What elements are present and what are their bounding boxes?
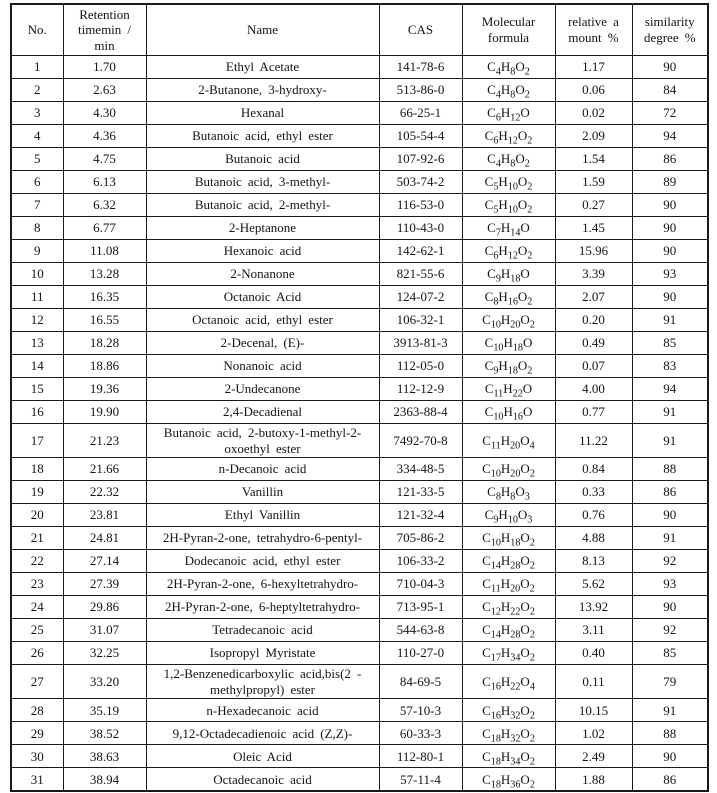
cell-name: n-Hexadecanoic acid bbox=[146, 699, 379, 722]
cell-formula: $C_7H_{14}O$ bbox=[462, 217, 555, 240]
cell-similarity: 93 bbox=[632, 263, 708, 286]
cell-no: 6 bbox=[11, 171, 63, 194]
table-row bbox=[11, 355, 708, 378]
cell-name: Nonanoic acid bbox=[146, 355, 379, 378]
cell-relative-amount: 2.07 bbox=[555, 286, 632, 309]
cell-name: Hexanal bbox=[146, 102, 379, 125]
cell-relative-amount: 5.62 bbox=[555, 573, 632, 596]
cell-relative-amount: 0.40 bbox=[555, 642, 632, 665]
cell-formula: $C_{17}H_{34}O_2$ bbox=[462, 642, 555, 665]
cell-cas: 503-74-2 bbox=[379, 171, 462, 194]
cell-relative-amount: 1.59 bbox=[555, 171, 632, 194]
cell-similarity: 83 bbox=[632, 355, 708, 378]
column-header-no: No. bbox=[11, 4, 63, 56]
cell-no: 24 bbox=[11, 596, 63, 619]
cell-similarity: 90 bbox=[632, 596, 708, 619]
cell-retention-time: 13.28 bbox=[63, 263, 146, 286]
table-row bbox=[11, 401, 708, 424]
cell-cas: 66-25-1 bbox=[379, 102, 462, 125]
table-row bbox=[11, 240, 708, 263]
cell-similarity: 86 bbox=[632, 768, 708, 792]
cell-cas: 513-86-0 bbox=[379, 79, 462, 102]
table-row bbox=[11, 573, 708, 596]
cell-no: 4 bbox=[11, 125, 63, 148]
cell-cas: 84-69-5 bbox=[379, 665, 462, 699]
cell-no: 15 bbox=[11, 378, 63, 401]
table-row bbox=[11, 665, 708, 699]
cell-no: 29 bbox=[11, 722, 63, 745]
cell-no: 20 bbox=[11, 504, 63, 527]
cell-name: 2-Butanone, 3-hydroxy- bbox=[146, 79, 379, 102]
cell-relative-amount: 0.76 bbox=[555, 504, 632, 527]
cell-relative-amount: 0.84 bbox=[555, 458, 632, 481]
cell-retention-time: 24.81 bbox=[63, 527, 146, 550]
cell-retention-time: 18.86 bbox=[63, 355, 146, 378]
cell-formula: $C_9H_{10}O_3$ bbox=[462, 504, 555, 527]
cell-name: Isopropyl Myristate bbox=[146, 642, 379, 665]
cell-relative-amount: 0.11 bbox=[555, 665, 632, 699]
cell-similarity: 88 bbox=[632, 722, 708, 745]
cell-retention-time: 6.77 bbox=[63, 217, 146, 240]
table-row bbox=[11, 286, 708, 309]
cell-similarity: 88 bbox=[632, 458, 708, 481]
cell-relative-amount: 1.88 bbox=[555, 768, 632, 792]
cell-similarity: 72 bbox=[632, 102, 708, 125]
cell-relative-amount: 13.92 bbox=[555, 596, 632, 619]
table-row bbox=[11, 332, 708, 355]
cell-formula: $C_{10}H_{16}O$ bbox=[462, 401, 555, 424]
table-header-row bbox=[11, 4, 708, 56]
cell-no: 19 bbox=[11, 481, 63, 504]
cell-relative-amount: 8.13 bbox=[555, 550, 632, 573]
cell-name: 2-Nonanone bbox=[146, 263, 379, 286]
cell-retention-time: 38.94 bbox=[63, 768, 146, 792]
cell-relative-amount: 3.39 bbox=[555, 263, 632, 286]
cell-formula: $C_6H_{12}O$ bbox=[462, 102, 555, 125]
cell-name: 2-Heptanone bbox=[146, 217, 379, 240]
cell-retention-time: 2.63 bbox=[63, 79, 146, 102]
cell-name: Octanoic acid, ethyl ester bbox=[146, 309, 379, 332]
cell-retention-time: 16.35 bbox=[63, 286, 146, 309]
cell-formula: $C_9H_{18}O_2$ bbox=[462, 355, 555, 378]
cell-formula: $C_{10}H_{20}O_2$ bbox=[462, 458, 555, 481]
table-row bbox=[11, 642, 708, 665]
cell-cas: 112-80-1 bbox=[379, 745, 462, 768]
cell-formula: $C_4H_8O_2$ bbox=[462, 79, 555, 102]
cell-no: 11 bbox=[11, 286, 63, 309]
cell-retention-time: 19.36 bbox=[63, 378, 146, 401]
cell-retention-time: 27.39 bbox=[63, 573, 146, 596]
cell-formula: $C_{14}H_{28}O_2$ bbox=[462, 550, 555, 573]
cell-similarity: 85 bbox=[632, 332, 708, 355]
cell-similarity: 91 bbox=[632, 424, 708, 458]
cell-similarity: 94 bbox=[632, 125, 708, 148]
table-row bbox=[11, 194, 708, 217]
table-row bbox=[11, 309, 708, 332]
cell-similarity: 94 bbox=[632, 378, 708, 401]
cell-cas: 110-43-0 bbox=[379, 217, 462, 240]
cell-cas: 713-95-1 bbox=[379, 596, 462, 619]
cell-no: 28 bbox=[11, 699, 63, 722]
cell-name: 2H-Pyran-2-one, 6-hexyltetrahydro- bbox=[146, 573, 379, 596]
cell-similarity: 79 bbox=[632, 665, 708, 699]
cell-formula: $C_{10}H_{18}O$ bbox=[462, 332, 555, 355]
cell-name: 2-Decenal, (E)- bbox=[146, 332, 379, 355]
cell-similarity: 90 bbox=[632, 194, 708, 217]
cell-formula: $C_{11}H_{20}O_2$ bbox=[462, 573, 555, 596]
cell-name: Vanillin bbox=[146, 481, 379, 504]
cell-relative-amount: 0.06 bbox=[555, 79, 632, 102]
cell-retention-time: 6.32 bbox=[63, 194, 146, 217]
cell-no: 25 bbox=[11, 619, 63, 642]
cell-cas: 106-32-1 bbox=[379, 309, 462, 332]
cell-formula: $C_5H_{10}O_2$ bbox=[462, 171, 555, 194]
cell-similarity: 91 bbox=[632, 527, 708, 550]
cell-name: 2H-Pyran-2-one, tetrahydro-6-pentyl- bbox=[146, 527, 379, 550]
cell-cas: 821-55-6 bbox=[379, 263, 462, 286]
cell-formula: $C_4H_8O_2$ bbox=[462, 148, 555, 171]
table-row bbox=[11, 596, 708, 619]
table-row bbox=[11, 745, 708, 768]
cell-similarity: 91 bbox=[632, 309, 708, 332]
cell-name: Butanoic acid bbox=[146, 148, 379, 171]
cell-no: 21 bbox=[11, 527, 63, 550]
cell-formula: $C_{11}H_{22}O$ bbox=[462, 378, 555, 401]
column-header-similarity: similarity degree % bbox=[632, 4, 708, 56]
cell-retention-time: 22.32 bbox=[63, 481, 146, 504]
cell-name: 1,2-Benzenedicarboxylic acid,bis(2 -methylpropyl) ester bbox=[146, 665, 379, 699]
cell-formula: $C_{16}H_{32}O_2$ bbox=[462, 699, 555, 722]
cell-no: 3 bbox=[11, 102, 63, 125]
cell-formula: $C_{10}H_{18}O_2$ bbox=[462, 527, 555, 550]
cell-formula: $C_6H_{12}O_2$ bbox=[462, 125, 555, 148]
cell-retention-time: 4.75 bbox=[63, 148, 146, 171]
cell-relative-amount: 0.02 bbox=[555, 102, 632, 125]
table-header bbox=[11, 4, 708, 56]
cell-formula: $C_{14}H_{28}O_2$ bbox=[462, 619, 555, 642]
cell-cas: 107-92-6 bbox=[379, 148, 462, 171]
table-row bbox=[11, 217, 708, 240]
cell-cas: 334-48-5 bbox=[379, 458, 462, 481]
cell-retention-time: 29.86 bbox=[63, 596, 146, 619]
cell-name: 2H-Pyran-2-one, 6-heptyltetrahydro- bbox=[146, 596, 379, 619]
cell-cas: 112-05-0 bbox=[379, 355, 462, 378]
table-body bbox=[11, 56, 708, 792]
cell-relative-amount: 0.33 bbox=[555, 481, 632, 504]
cell-relative-amount: 4.00 bbox=[555, 378, 632, 401]
cell-retention-time: 21.66 bbox=[63, 458, 146, 481]
cell-cas: 112-12-9 bbox=[379, 378, 462, 401]
table-row bbox=[11, 722, 708, 745]
cell-similarity: 84 bbox=[632, 79, 708, 102]
table-row bbox=[11, 263, 708, 286]
cell-name: Dodecanoic acid, ethyl ester bbox=[146, 550, 379, 573]
cell-retention-time: 18.28 bbox=[63, 332, 146, 355]
cell-no: 22 bbox=[11, 550, 63, 573]
cell-no: 2 bbox=[11, 79, 63, 102]
cell-formula: $C_{18}H_{36}O_2$ bbox=[462, 768, 555, 792]
cell-retention-time: 23.81 bbox=[63, 504, 146, 527]
table-row bbox=[11, 550, 708, 573]
cell-name: Butanoic acid, 2-butoxy-1-methyl-2-oxoethyl ester bbox=[146, 424, 379, 458]
cell-relative-amount: 4.88 bbox=[555, 527, 632, 550]
cell-no: 5 bbox=[11, 148, 63, 171]
cell-retention-time: 11.08 bbox=[63, 240, 146, 263]
cell-retention-time: 4.36 bbox=[63, 125, 146, 148]
cell-cas: 106-33-2 bbox=[379, 550, 462, 573]
cell-cas: 142-62-1 bbox=[379, 240, 462, 263]
table-row bbox=[11, 56, 708, 79]
cell-relative-amount: 0.20 bbox=[555, 309, 632, 332]
cell-similarity: 90 bbox=[632, 286, 708, 309]
cell-name: Butanoic acid, ethyl ester bbox=[146, 125, 379, 148]
cell-similarity: 92 bbox=[632, 619, 708, 642]
table-row bbox=[11, 504, 708, 527]
cell-name: Butanoic acid, 3-methyl- bbox=[146, 171, 379, 194]
cell-cas: 141-78-6 bbox=[379, 56, 462, 79]
cell-name: Butanoic acid, 2-methyl- bbox=[146, 194, 379, 217]
cell-formula: $C_4H_8O_2$ bbox=[462, 56, 555, 79]
table-row bbox=[11, 148, 708, 171]
cell-similarity: 90 bbox=[632, 56, 708, 79]
cell-no: 27 bbox=[11, 665, 63, 699]
cell-formula: $C_8H_{16}O_2$ bbox=[462, 286, 555, 309]
table-row bbox=[11, 102, 708, 125]
cell-no: 30 bbox=[11, 745, 63, 768]
cell-formula: $C_{16}H_{22}O_4$ bbox=[462, 665, 555, 699]
cell-no: 26 bbox=[11, 642, 63, 665]
cell-relative-amount: 1.54 bbox=[555, 148, 632, 171]
cell-name: Hexanoic acid bbox=[146, 240, 379, 263]
cell-relative-amount: 0.49 bbox=[555, 332, 632, 355]
cell-no: 1 bbox=[11, 56, 63, 79]
cell-formula: $C_{18}H_{32}O_2$ bbox=[462, 722, 555, 745]
cell-formula: $C_{18}H_{34}O_2$ bbox=[462, 745, 555, 768]
cell-no: 18 bbox=[11, 458, 63, 481]
cell-no: 23 bbox=[11, 573, 63, 596]
cell-relative-amount: 15.96 bbox=[555, 240, 632, 263]
cell-retention-time: 6.13 bbox=[63, 171, 146, 194]
cell-cas: 105-54-4 bbox=[379, 125, 462, 148]
cell-retention-time: 35.19 bbox=[63, 699, 146, 722]
cell-relative-amount: 2.49 bbox=[555, 745, 632, 768]
cell-similarity: 85 bbox=[632, 642, 708, 665]
cell-retention-time: 21.23 bbox=[63, 424, 146, 458]
cell-retention-time: 32.25 bbox=[63, 642, 146, 665]
cell-name: n-Decanoic acid bbox=[146, 458, 379, 481]
cell-cas: 544-63-8 bbox=[379, 619, 462, 642]
cell-relative-amount: 1.45 bbox=[555, 217, 632, 240]
cell-name: 9,12-Octadecadienoic acid (Z,Z)- bbox=[146, 722, 379, 745]
cell-relative-amount: 1.02 bbox=[555, 722, 632, 745]
column-header-formula: Molecular formula bbox=[462, 4, 555, 56]
cell-cas: 121-33-5 bbox=[379, 481, 462, 504]
table-row bbox=[11, 527, 708, 550]
cell-formula: $C_{12}H_{22}O_2$ bbox=[462, 596, 555, 619]
cell-relative-amount: 0.77 bbox=[555, 401, 632, 424]
cell-cas: 3913-81-3 bbox=[379, 332, 462, 355]
cell-no: 9 bbox=[11, 240, 63, 263]
cell-cas: 110-27-0 bbox=[379, 642, 462, 665]
cell-name: Octadecanoic acid bbox=[146, 768, 379, 792]
cell-no: 17 bbox=[11, 424, 63, 458]
cell-no: 31 bbox=[11, 768, 63, 792]
cell-no: 10 bbox=[11, 263, 63, 286]
cell-formula: $C_{11}H_{20}O_4$ bbox=[462, 424, 555, 458]
cell-relative-amount: 10.15 bbox=[555, 699, 632, 722]
table-row bbox=[11, 481, 708, 504]
cell-similarity: 91 bbox=[632, 401, 708, 424]
cell-no: 14 bbox=[11, 355, 63, 378]
cell-similarity: 90 bbox=[632, 504, 708, 527]
cell-similarity: 91 bbox=[632, 699, 708, 722]
cell-similarity: 90 bbox=[632, 240, 708, 263]
table-row bbox=[11, 171, 708, 194]
cell-cas: 57-11-4 bbox=[379, 768, 462, 792]
cell-retention-time: 16.55 bbox=[63, 309, 146, 332]
table-row bbox=[11, 619, 708, 642]
cell-no: 8 bbox=[11, 217, 63, 240]
cell-similarity: 90 bbox=[632, 745, 708, 768]
column-header-cas: CAS bbox=[379, 4, 462, 56]
cell-similarity: 86 bbox=[632, 148, 708, 171]
cell-no: 12 bbox=[11, 309, 63, 332]
cell-cas: 124-07-2 bbox=[379, 286, 462, 309]
cell-no: 13 bbox=[11, 332, 63, 355]
cell-formula: $C_8H_8O_3$ bbox=[462, 481, 555, 504]
cell-cas: 57-10-3 bbox=[379, 699, 462, 722]
cell-cas: 116-53-0 bbox=[379, 194, 462, 217]
cell-formula: $C_{10}H_{20}O_2$ bbox=[462, 309, 555, 332]
cell-retention-time: 33.20 bbox=[63, 665, 146, 699]
cell-similarity: 89 bbox=[632, 171, 708, 194]
cell-similarity: 93 bbox=[632, 573, 708, 596]
cell-formula: $C_5H_{10}O_2$ bbox=[462, 194, 555, 217]
cell-formula: $C_6H_{12}O_2$ bbox=[462, 240, 555, 263]
cell-retention-time: 38.52 bbox=[63, 722, 146, 745]
column-header-relative-amount: relative a mount % bbox=[555, 4, 632, 56]
cell-cas: 2363-88-4 bbox=[379, 401, 462, 424]
cell-name: Oleic Acid bbox=[146, 745, 379, 768]
cell-relative-amount: 2.09 bbox=[555, 125, 632, 148]
cell-retention-time: 31.07 bbox=[63, 619, 146, 642]
cell-name: 2,4-Decadienal bbox=[146, 401, 379, 424]
cell-name: Ethyl Vanillin bbox=[146, 504, 379, 527]
cell-no: 16 bbox=[11, 401, 63, 424]
cell-name: Ethyl Acetate bbox=[146, 56, 379, 79]
cell-retention-time: 38.63 bbox=[63, 745, 146, 768]
cell-retention-time: 19.90 bbox=[63, 401, 146, 424]
table-row bbox=[11, 125, 708, 148]
cell-relative-amount: 11.22 bbox=[555, 424, 632, 458]
cell-no: 7 bbox=[11, 194, 63, 217]
table-row bbox=[11, 768, 708, 792]
cell-cas: 710-04-3 bbox=[379, 573, 462, 596]
cell-name: 2-Undecanone bbox=[146, 378, 379, 401]
cell-similarity: 90 bbox=[632, 217, 708, 240]
table-row bbox=[11, 458, 708, 481]
cell-formula: $C_9H_{18}O$ bbox=[462, 263, 555, 286]
table-row bbox=[11, 424, 708, 458]
cell-relative-amount: 0.07 bbox=[555, 355, 632, 378]
cell-retention-time: 27.14 bbox=[63, 550, 146, 573]
cell-cas: 7492-70-8 bbox=[379, 424, 462, 458]
column-header-retention-time: Retention timemin / min bbox=[63, 4, 146, 56]
cell-cas: 60-33-3 bbox=[379, 722, 462, 745]
cell-retention-time: 4.30 bbox=[63, 102, 146, 125]
cell-cas: 121-32-4 bbox=[379, 504, 462, 527]
cell-name: Octanoic Acid bbox=[146, 286, 379, 309]
cell-relative-amount: 1.17 bbox=[555, 56, 632, 79]
column-header-name: Name bbox=[146, 4, 379, 56]
compound-identification-table bbox=[10, 3, 709, 792]
cell-similarity: 86 bbox=[632, 481, 708, 504]
cell-cas: 705-86-2 bbox=[379, 527, 462, 550]
cell-name: Tetradecanoic acid bbox=[146, 619, 379, 642]
table-row bbox=[11, 79, 708, 102]
cell-relative-amount: 0.27 bbox=[555, 194, 632, 217]
cell-similarity: 92 bbox=[632, 550, 708, 573]
cell-retention-time: 1.70 bbox=[63, 56, 146, 79]
cell-relative-amount: 3.11 bbox=[555, 619, 632, 642]
table-row bbox=[11, 699, 708, 722]
table-row bbox=[11, 378, 708, 401]
